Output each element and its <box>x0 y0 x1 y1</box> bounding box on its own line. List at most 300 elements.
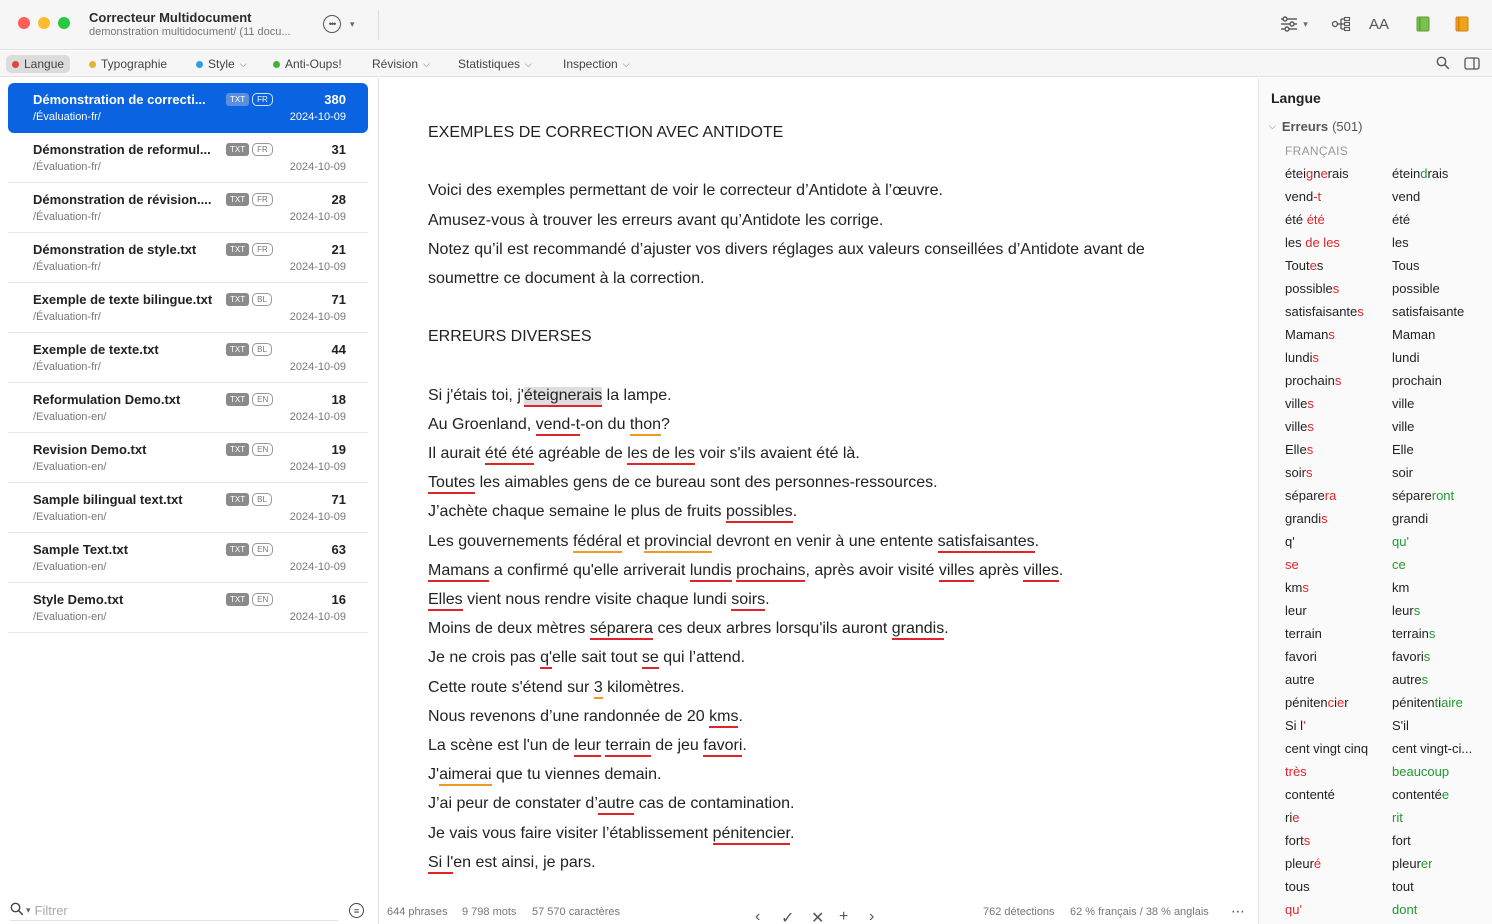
word-fragment: contenté <box>1285 787 1335 802</box>
search-icon <box>1436 56 1450 70</box>
minimize-window-button[interactable] <box>38 17 50 29</box>
correction-pair[interactable] <box>1285 324 1490 347</box>
filter-options-button[interactable] <box>349 903 364 918</box>
text-segment: elle sait tout <box>552 649 642 667</box>
word-fragment: sépare <box>1392 488 1432 503</box>
error-detection[interactable]: été été <box>485 445 534 465</box>
text-segment: J' <box>428 766 440 784</box>
text-line[interactable] <box>428 527 1228 556</box>
text-segment: soumettre ce document à la correction. <box>428 269 705 287</box>
guide-button[interactable] <box>1454 13 1470 35</box>
word-fragment: satisfaisante <box>1392 304 1465 319</box>
original-word <box>1285 488 1336 503</box>
error-detection[interactable]: pénitencier <box>713 825 790 845</box>
tab-anti-oups[interactable] <box>267 55 348 73</box>
warning-detection[interactable]: 3 <box>594 679 603 699</box>
dictionary-button[interactable] <box>1415 13 1431 35</box>
document-path: /Evaluation-en/ <box>33 411 107 423</box>
text-line[interactable] <box>428 118 1228 147</box>
text-line[interactable] <box>428 643 1228 672</box>
document-path: /Évaluation-fr/ <box>33 361 101 373</box>
correction-pair[interactable] <box>1285 577 1490 600</box>
correction-pair[interactable] <box>1285 232 1490 255</box>
suggested-word <box>1392 672 1428 687</box>
filter-input[interactable] <box>35 903 315 918</box>
word-fragment: ri <box>1285 810 1293 825</box>
correction-pair[interactable] <box>1285 370 1490 393</box>
tab-label: Statistiques <box>458 57 521 71</box>
document-path: /Évaluation-fr/ <box>33 261 101 273</box>
chevron-down-icon: ⌵ <box>1269 121 1276 131</box>
original-word <box>1285 580 1309 595</box>
word-fragment: autre <box>1285 672 1315 687</box>
word-fragment: er <box>1420 856 1433 871</box>
text-line[interactable] <box>428 848 1228 877</box>
original-word <box>1285 741 1368 756</box>
document-name: Style Demo.txt <box>33 592 124 607</box>
correction-pair[interactable] <box>1285 255 1490 278</box>
document-item[interactable] <box>8 133 368 183</box>
original-word <box>1285 235 1340 250</box>
original-word <box>1285 902 1302 917</box>
suggested-word <box>1392 350 1419 365</box>
original-word <box>1285 787 1335 802</box>
text-segment: ? <box>661 415 670 433</box>
settings-menu-button[interactable] <box>1276 13 1312 35</box>
document-date: 2024-10-09 <box>289 411 346 423</box>
word-fragment: cent vingt-ci... <box>1392 741 1473 756</box>
char-count: 57 570 caractères <box>532 906 621 918</box>
error-detection[interactable]: éteignerais <box>524 387 602 407</box>
document-name: Exemple de texte.txt <box>33 342 159 357</box>
word-fragment: s <box>1357 304 1364 319</box>
correction-pair[interactable] <box>1285 899 1490 922</box>
original-word <box>1285 534 1295 549</box>
correction-pair[interactable] <box>1285 462 1490 485</box>
text-line[interactable] <box>428 206 1228 235</box>
error-detection[interactable]: villes <box>1023 562 1059 582</box>
correction-pair[interactable] <box>1285 669 1490 692</box>
correction-pair[interactable] <box>1285 761 1490 784</box>
original-word <box>1285 189 1321 204</box>
tab-label: Inspection <box>563 57 618 71</box>
word-fragment: Tout <box>1285 258 1310 273</box>
error-detection[interactable]: satisfaisantes <box>938 533 1035 553</box>
error-detection[interactable]: prochains <box>736 562 805 582</box>
correction-pair[interactable] <box>1285 416 1490 439</box>
window-subtitle: demonstration multidocument/ (11 docu... <box>89 26 291 38</box>
error-detection[interactable]: Si l' <box>428 854 453 874</box>
text-segment: ERREURS DIVERSES <box>428 328 592 346</box>
word-fragment: ce <box>1392 557 1406 572</box>
detection-count: 762 détections <box>983 906 1055 918</box>
word-fragment: satisfaisante <box>1285 304 1358 319</box>
text-segment: . <box>1058 561 1064 579</box>
word-fragment: rit <box>1392 810 1403 825</box>
word-fragment: é <box>1313 856 1322 871</box>
correction-pair[interactable] <box>1285 715 1490 738</box>
word-fragment: les <box>1285 235 1306 250</box>
suggested-word <box>1392 281 1440 296</box>
original-word <box>1285 281 1339 296</box>
text-segment: qui l’attend. <box>658 649 746 667</box>
text-line[interactable] <box>428 585 1228 614</box>
error-detection[interactable]: leur <box>574 737 601 757</box>
text-line[interactable] <box>428 381 1228 410</box>
tab-label: Style <box>208 57 235 71</box>
document-item[interactable] <box>8 433 368 483</box>
document-item[interactable] <box>8 233 368 283</box>
error-detection[interactable]: villes <box>939 562 975 582</box>
error-detection[interactable]: Elles <box>428 591 463 611</box>
error-detection[interactable]: possibles <box>726 503 793 523</box>
correction-pair[interactable] <box>1285 163 1490 186</box>
word-fragment: vend <box>1392 189 1421 204</box>
document-path: /Évaluation-fr/ <box>33 311 101 323</box>
yellow-dot-icon <box>89 61 96 68</box>
correction-pair[interactable] <box>1285 784 1490 807</box>
text-size-button[interactable] <box>1367 13 1391 35</box>
suggested-word <box>1392 833 1411 848</box>
word-fragment: rais <box>1427 166 1449 181</box>
format-badge: TXT <box>226 443 249 456</box>
word-fragment: tous <box>1285 879 1310 894</box>
document-item[interactable] <box>8 483 368 533</box>
original-word <box>1285 350 1319 365</box>
correction-pair[interactable] <box>1285 623 1490 646</box>
error-detection[interactable]: Mamans <box>428 562 489 582</box>
window-title: Correcteur Multidocument <box>89 10 252 25</box>
document-badges <box>226 193 273 206</box>
word-fragment: S'il <box>1392 718 1409 733</box>
correction-pair[interactable] <box>1285 876 1490 899</box>
text-segment: La scène est l'un de <box>428 736 575 754</box>
word-fragment: cent vingt cinq <box>1285 741 1369 756</box>
text-segment: J’ai peur de constater d’ <box>428 795 598 813</box>
detection-count: 71 <box>331 492 346 507</box>
original-word <box>1285 603 1307 618</box>
suggested-word <box>1392 327 1435 342</box>
toggle-panel-button[interactable] <box>1458 54 1486 72</box>
chevron-down-icon: ▾ <box>350 18 355 29</box>
word-fragment: tout <box>1392 879 1414 894</box>
text-segment: cas de contamination. <box>634 795 795 813</box>
document-name: Reformulation Demo.txt <box>33 392 181 407</box>
text-line[interactable] <box>428 789 1228 818</box>
toolbar-divider <box>378 10 379 40</box>
correction-pair[interactable] <box>1285 209 1490 232</box>
error-detection[interactable]: terrain <box>605 737 650 757</box>
blank-line <box>428 352 1228 381</box>
correction-pair[interactable] <box>1285 646 1490 669</box>
chevron-down-icon: ▾ <box>26 905 31 915</box>
word-fragment: leur <box>1392 603 1414 618</box>
suggested-word <box>1392 741 1472 756</box>
correction-pair[interactable] <box>1285 439 1490 462</box>
language-badge: EN <box>252 393 273 406</box>
document-item[interactable] <box>8 83 368 133</box>
document-name: Sample Text.txt <box>33 542 129 557</box>
correction-pair[interactable] <box>1285 554 1490 577</box>
text-line[interactable] <box>428 819 1228 848</box>
orange-book-icon <box>1455 16 1469 32</box>
error-detection[interactable]: vend-t <box>536 416 580 436</box>
document-badges <box>226 593 273 606</box>
detection-count: 19 <box>331 442 346 457</box>
text-line[interactable] <box>428 176 1228 205</box>
correction-pair[interactable] <box>1285 347 1490 370</box>
error-detection[interactable]: autre <box>598 795 634 815</box>
detection-count: 44 <box>331 342 346 357</box>
detection-count: 63 <box>331 542 346 557</box>
text-segment: Il aurait <box>428 445 485 463</box>
chevron-down-icon: ▾ <box>1303 18 1308 29</box>
correction-pair[interactable] <box>1285 301 1490 324</box>
suggested-word <box>1392 718 1409 733</box>
close-window-button[interactable] <box>18 17 30 29</box>
suggested-word <box>1392 212 1410 227</box>
correction-pair[interactable] <box>1285 508 1490 531</box>
word-fragment: c <box>1327 695 1335 710</box>
document-date: 2024-10-09 <box>289 361 346 373</box>
tab-inspection[interactable] <box>557 55 636 73</box>
error-detection[interactable]: kms <box>709 708 738 728</box>
text-segment: Je ne crois pas <box>428 649 541 667</box>
text-line[interactable] <box>428 497 1228 526</box>
tab-revision[interactable] <box>366 55 436 73</box>
correction-pair[interactable] <box>1285 830 1490 853</box>
text-segment: Moins de deux mètres <box>428 620 590 638</box>
text-line[interactable] <box>428 556 1228 585</box>
suggested-word <box>1392 649 1430 664</box>
word-fragment: prochain <box>1392 373 1442 388</box>
document-item[interactable] <box>8 533 368 583</box>
language-badge: FR <box>252 143 273 156</box>
document-badges <box>226 493 272 506</box>
tab-statistiques[interactable] <box>452 55 538 73</box>
detection-count: 71 <box>331 292 346 307</box>
word-fragment: leur <box>1285 603 1307 618</box>
document-item[interactable] <box>8 583 368 633</box>
editor-text[interactable] <box>428 118 1228 877</box>
text-line[interactable] <box>428 235 1228 264</box>
language-badge: BL <box>252 293 272 306</box>
chevron-down-icon: ⌵ <box>622 58 630 69</box>
chevron-down-icon: ⌵ <box>525 58 532 69</box>
word-fragment: s <box>1413 603 1421 618</box>
format-badge: TXT <box>226 293 249 306</box>
text-line[interactable] <box>428 614 1228 643</box>
document-path: /Evaluation-en/ <box>33 461 107 473</box>
suggested-word <box>1392 557 1406 572</box>
text-segment: . <box>792 503 798 521</box>
search-button[interactable] <box>1430 54 1456 72</box>
more-options-button[interactable] <box>323 13 363 35</box>
word-fragment: s <box>1332 281 1340 296</box>
corrections-panel <box>1258 78 1492 924</box>
suggested-word <box>1392 442 1414 457</box>
document-badges <box>226 293 272 306</box>
word-fragment: pleur <box>1392 856 1421 871</box>
tab-label: Typographie <box>101 57 168 71</box>
error-detection[interactable]: les de les <box>627 445 695 465</box>
word-fragment: ville <box>1285 419 1308 434</box>
blank-line <box>428 293 1228 322</box>
detection-count: 380 <box>324 92 346 107</box>
text-line[interactable] <box>428 760 1228 789</box>
document-path: /Évaluation-fr/ <box>33 211 101 223</box>
suggested-word <box>1392 396 1414 411</box>
word-fragment: Elle <box>1392 442 1414 457</box>
error-detection[interactable]: soirs <box>731 591 765 611</box>
suggested-word <box>1392 856 1432 871</box>
correction-pair[interactable] <box>1285 738 1490 761</box>
document-date: 2024-10-09 <box>289 461 346 473</box>
document-name: Exemple de texte bilingue.txt <box>33 292 213 307</box>
zoom-window-button[interactable] <box>58 17 70 29</box>
document-item[interactable] <box>8 283 368 333</box>
detection-count: 21 <box>331 242 346 257</box>
correction-pair[interactable] <box>1285 807 1490 830</box>
word-fragment: grandi <box>1392 511 1429 526</box>
word-fragment: e <box>1309 258 1317 273</box>
word-fragment: autre <box>1392 672 1422 687</box>
text-segment: Amusez-vous à trouver les erreurs avant qu’Antidote les corrige. <box>428 211 884 229</box>
text-line[interactable] <box>428 410 1228 439</box>
word-fragment: s <box>1305 465 1313 480</box>
suggested-word <box>1392 258 1419 273</box>
text-line[interactable] <box>428 468 1228 497</box>
text-segment: . <box>1034 532 1040 550</box>
warning-detection[interactable]: fédéral <box>573 533 622 553</box>
text-segment: la lampe. <box>602 386 672 404</box>
tab-style[interactable] <box>190 55 253 73</box>
original-word <box>1285 626 1322 641</box>
word-fragment: n <box>1313 166 1321 181</box>
close-icon: ✕ <box>811 910 825 924</box>
text-line[interactable] <box>428 264 1228 293</box>
word-fragment: sépare <box>1285 488 1325 503</box>
text-segment: . <box>944 620 949 638</box>
original-word <box>1285 465 1312 480</box>
errors-group-header[interactable] <box>1269 119 1362 134</box>
correction-pair[interactable] <box>1285 485 1490 508</box>
word-fragment: d <box>1420 166 1428 181</box>
document-date: 2024-10-09 <box>289 261 346 273</box>
error-detection[interactable]: lundis <box>690 562 732 582</box>
text-line[interactable] <box>428 322 1228 351</box>
format-badge: TXT <box>226 343 249 356</box>
text-segment: a confirmé qu'elle arriverait <box>489 561 690 579</box>
original-word <box>1285 557 1299 572</box>
text-line[interactable] <box>428 702 1228 731</box>
text-segment: -on du <box>580 415 630 433</box>
word-fragment: e <box>1292 810 1300 825</box>
tab-langue[interactable] <box>6 55 70 73</box>
warning-detection[interactable]: aimerai <box>439 766 491 786</box>
correction-pair[interactable] <box>1285 600 1490 623</box>
language-badge: FR <box>252 243 273 256</box>
text-segment: en est ainsi, je pars. <box>453 853 596 871</box>
word-fragment: t <box>1434 695 1439 710</box>
word-fragment: aire <box>1441 695 1463 710</box>
text-segment: agréable de <box>533 445 628 463</box>
suggested-word <box>1392 580 1409 595</box>
tab-typographie[interactable] <box>83 55 173 73</box>
word-fragment: i <box>1334 695 1338 710</box>
chevron-left-icon: ‹ <box>755 908 761 924</box>
text-line[interactable] <box>428 439 1228 468</box>
correction-pair[interactable] <box>1285 278 1490 301</box>
correction-pair[interactable] <box>1285 692 1490 715</box>
text-segment: les aimables gens de ce bureau sont des personnes-ressources. <box>475 474 938 492</box>
suggested-word <box>1392 764 1449 779</box>
text-segment: Si j'étais toi, j' <box>428 386 524 404</box>
word-fragment: terrain <box>1285 626 1322 641</box>
word-fragment: ville <box>1392 419 1415 434</box>
warning-detection[interactable]: provincial <box>644 533 712 553</box>
correction-pair[interactable] <box>1285 186 1490 209</box>
sliders-icon <box>1280 16 1298 32</box>
word-fragment: très <box>1285 764 1307 779</box>
error-detection[interactable]: Toutes <box>428 474 475 494</box>
warning-detection[interactable]: thon <box>630 416 661 436</box>
correction-pair[interactable] <box>1285 853 1490 876</box>
error-detection[interactable]: séparera <box>590 620 653 640</box>
text-segment: . <box>742 736 747 754</box>
word-fragment: ra <box>1324 488 1337 503</box>
text-segment: kilomètres. <box>602 678 685 696</box>
error-detection[interactable]: se <box>642 649 659 669</box>
word-fragment: Tous <box>1392 258 1420 273</box>
format-badge: TXT <box>226 193 249 206</box>
document-item[interactable] <box>8 183 368 233</box>
correction-pair[interactable] <box>1285 393 1490 416</box>
document-date: 2024-10-09 <box>289 611 346 623</box>
format-badge: TXT <box>226 543 249 556</box>
original-word <box>1285 695 1349 710</box>
error-detection[interactable]: q' <box>540 649 552 669</box>
word-fragment: rais <box>1327 166 1349 181</box>
word-fragment: Maman <box>1285 327 1329 342</box>
word-fragment: ville <box>1392 396 1415 411</box>
structure-button[interactable] <box>1330 13 1352 35</box>
word-fragment: prochain <box>1285 373 1335 388</box>
document-item[interactable] <box>8 383 368 433</box>
document-editor[interactable] <box>380 78 1257 900</box>
original-word <box>1285 810 1299 825</box>
word-fragment: s <box>1428 626 1436 641</box>
error-detection[interactable]: favori <box>703 737 742 757</box>
text-segment: , après avoir visité <box>805 561 939 579</box>
text-line[interactable] <box>428 673 1228 702</box>
word-fragment: vend <box>1285 189 1314 204</box>
text-segment: de jeu <box>650 736 704 754</box>
document-item[interactable] <box>8 333 368 383</box>
text-line[interactable] <box>428 731 1228 760</box>
sentence-count: 644 phrases <box>387 906 448 918</box>
status-more-button[interactable]: ⋯ <box>1231 903 1245 919</box>
correction-pair[interactable] <box>1285 531 1490 554</box>
error-detection[interactable]: grandis <box>892 620 944 640</box>
original-word <box>1285 672 1315 687</box>
word-fragment: lundi <box>1285 350 1313 365</box>
text-segment: J’achète chaque semaine le plus de fruits <box>428 503 726 521</box>
word-fragment: s <box>1321 511 1328 526</box>
word-fragment: possible <box>1285 281 1333 296</box>
language-badge: EN <box>252 543 273 556</box>
original-word <box>1285 649 1317 664</box>
